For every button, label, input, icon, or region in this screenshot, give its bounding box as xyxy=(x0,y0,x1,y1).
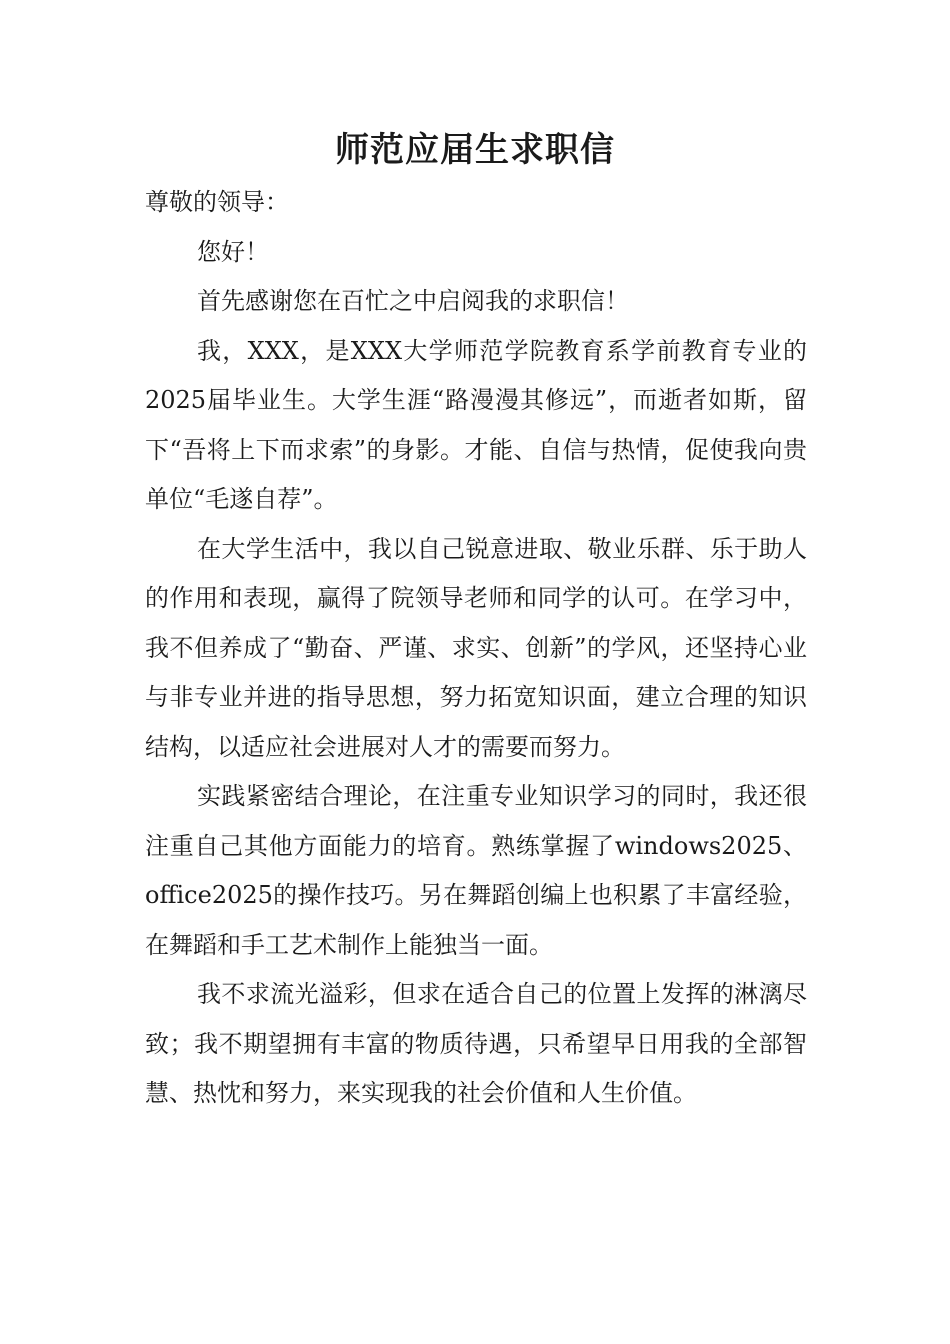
greeting-paragraph: 您好！ xyxy=(197,237,269,266)
document-title: 师范应届生求职信 xyxy=(335,130,615,170)
skills-paragraph: 实践紧密结合理论，在注重专业知识学习的同时，我还很注重自己其他方面能力的培育。熟练掌握了windows2025、office2025的操作技巧。另在舞蹈创编上也积累了丰富经验，在舞蹈和手工艺术制作上能独当一面。 xyxy=(145,782,807,959)
university-life-paragraph: 在大学生活中，我以自己锐意进取、敬业乐群、乐于助人的作用和表现，赢得了院领导老师和同学的认可。在学习中，我不但养成了“勤奋、严谨、求实、创新”的学风，还坚持心业与非专业并进的指导思想，努力拓宽知识面，建立合理的知识结构，以适应社会进展对人才的需要而努力。 xyxy=(145,534,807,761)
letter-body xyxy=(145,178,807,1119)
thanks-paragraph: 首先感谢您在百忙之中启阅我的求职信！ xyxy=(197,287,629,315)
aspiration-paragraph: 我不求流光溢彩，但求在适合自己的位置上发挥的淋漓尽致；我不期望拥有丰富的物质待遇，只希望早日用我的全部智慧、热忱和努力，来实现我的社会价值和人生价值。 xyxy=(145,980,807,1107)
introduction-paragraph: 我，XXX，是XXX大学师范学院教育系学前教育专业的2025届毕业生。大学生涯“路漫漫其修远”，而逝者如斯，留下“吾将上下而求索”的身影。才能、自信与热情，促使我向贵单位“毛遂自荐”。 xyxy=(145,336,807,513)
salutation: 尊敬的领导： xyxy=(145,188,289,216)
